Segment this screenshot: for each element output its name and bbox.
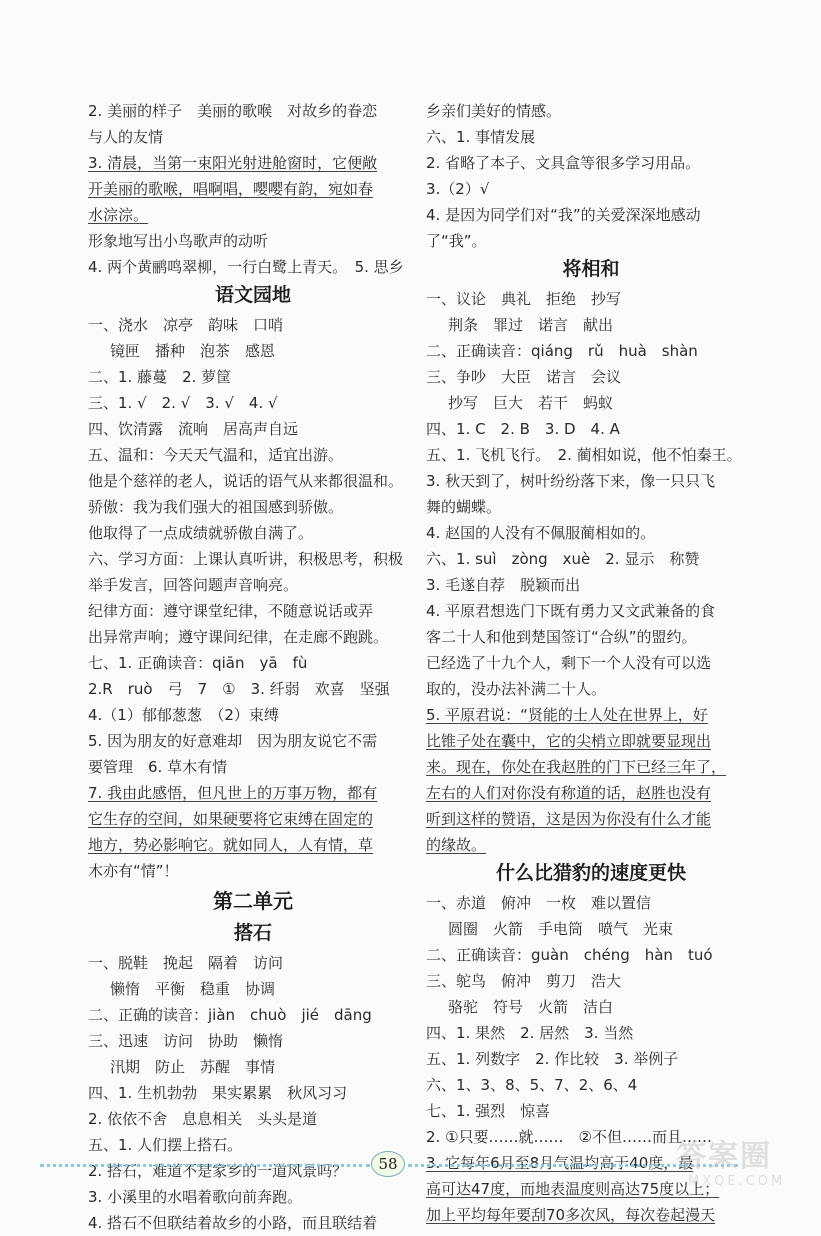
answer-line: 二、正确的读音：jiàn chuò jié dāng [88, 1006, 372, 1024]
answer-line: 来。现在，你处在我赵胜的门下已经三年了， [426, 758, 727, 776]
left-column [88, 98, 418, 1236]
answer-line: 3.（2）√ [426, 180, 490, 198]
answer-line: 听到这样的赞语，这是因为你没有什么才能 [426, 810, 712, 828]
answer-line: 一、议论 典礼 拒绝 抄写 [426, 290, 622, 308]
answer-line: 2. 美丽的样子 美丽的歌喉 对故乡的眷恋 [88, 102, 378, 120]
answer-line: 一、赤道 俯冲 一枚 难以置信 [426, 894, 652, 912]
answer-line: 荆条 罪过 诺言 献出 [448, 316, 614, 334]
answer-line: 2.R ruò 弓 7 ① 3. 纤弱 欢喜 坚强 [88, 680, 390, 698]
answer-line: 的缘故。 [426, 836, 487, 854]
answer-line: 了“我”。 [426, 232, 487, 250]
answer-line: 木亦有“情”！ [88, 862, 179, 880]
answer-line: 汛期 防止 苏醒 事情 [110, 1058, 276, 1076]
answer-line: 舞的蝴蝶。 [426, 498, 502, 516]
answer-line: 他是个慈祥的老人，说话的语气从来都很温和。 [88, 472, 404, 490]
answer-line: 三、争吵 大臣 诺言 会议 [426, 368, 622, 386]
page-number: 58 [371, 1151, 405, 1177]
answer-line: 四、1. 果然 2. 居然 3. 当然 [426, 1024, 634, 1042]
answer-line: 4. 赵国的人没有不佩服蔺相如的。 [426, 524, 656, 542]
answer-line: 4. 搭石不但联结着故乡的小路，而且联结着 [88, 1214, 378, 1232]
answer-line: 六、1. suì zòng xuè 2. 显示 称赞 [426, 550, 700, 568]
answer-line: 地方，势必影响它。就如同人，人有情，草 [88, 836, 374, 854]
answer-line: 二、1. 藤蔓 2. 萝筐 [88, 368, 232, 386]
answer-line: 4. 两个黄鹂鸣翠柳，一行白鹭上青天。 5. 思乡 [88, 258, 404, 276]
answer-line: 4.（1）郁郁葱葱 （2）束缚 [88, 706, 279, 724]
answer-line: 高可达47度，而地表温度则高达75度以上； [426, 1180, 720, 1198]
answer-line: 比锥子处在囊中，它的尖梢立即就要显现出 [426, 732, 712, 750]
answer-line: 3. 毛遂自荐 脱颖而出 [426, 576, 581, 594]
answer-line: 加上平均每年要刮70多次风，每次卷起漫天 [426, 1206, 716, 1224]
answer-line: 形象地写出小鸟歌声的动听 [88, 232, 269, 250]
answer-line: 4. 是因为同学们对“我”的关爱深深地感动 [426, 206, 701, 224]
answer-line: 开美丽的歌喉，唱啊唱，嘤嘤有韵，宛如春 [88, 180, 374, 198]
answer-line: 要管理 6. 草木有情 [88, 758, 228, 776]
answer-line: 已经选了十九个人，剩下一个人没有可以选 [426, 654, 712, 672]
answer-line: 骄傲：我为我们强大的祖国感到骄傲。 [88, 498, 344, 516]
answer-line: 五、1. 飞机飞行。 2. 蔺相如说，他不怕秦王。 [426, 446, 742, 464]
answer-line: 出异常声响；遵守课间纪律，在走廊不跑跳。 [88, 628, 389, 646]
section-heading: 语文园地 [214, 284, 291, 306]
answer-line: 3. 它每年6月至8月气温均高于40度，最 [426, 1154, 694, 1172]
answer-line: 2. 搭石，难道不是家乡的一道风景吗？ [88, 1162, 348, 1180]
answer-line: 客二十人和他到楚国签订“合纵”的盟约。 [426, 628, 697, 646]
right-column [426, 98, 756, 1228]
answer-line: 2. 依依不舍 息息相关 头头是道 [88, 1110, 318, 1128]
answer-line: 3. 小溪里的水唱着歌向前奔跑。 [88, 1188, 303, 1206]
answer-line: 它生存的空间，如果硬要将它束缚在固定的 [88, 810, 374, 828]
answer-line: 二、正确读音：guàn chéng hàn tuó [426, 946, 713, 964]
section-heading: 第二单元 [213, 889, 293, 913]
answer-line: 二、正确读音：qiáng rǔ huà shàn [426, 342, 698, 360]
section-heading: 搭石 [233, 922, 272, 944]
answer-line: 三、1. √ 2. √ 3. √ 4. √ [88, 394, 278, 412]
answer-line: 五、1. 人们摆上搭石。 [88, 1136, 243, 1154]
answer-line: 懒惰 平衡 稳重 协调 [110, 980, 276, 998]
answer-line: 骆驼 符号 火箭 洁白 [448, 998, 614, 1016]
answer-line: 2. ①只要……就…… ②不但……而且…… [426, 1128, 712, 1146]
answer-line: 举手发言，回答问题声音响亮。 [88, 576, 299, 594]
answer-line: 与人的友情 [88, 128, 164, 146]
section-heading: 将相和 [562, 258, 620, 280]
answer-line: 七、1. 强烈 惊喜 [426, 1102, 551, 1120]
answer-line: 纪律方面：遵守课堂纪律，不随意说话或弄 [88, 602, 374, 620]
answer-line: 乡亲们美好的情感。 [426, 102, 562, 120]
answer-line: 镜匣 播种 泡茶 感恩 [110, 342, 276, 360]
answer-line: 他取得了一点成绩就骄傲自满了。 [88, 524, 314, 542]
answer-line: 三、迅速 访问 协助 懒惰 [88, 1032, 284, 1050]
answer-line: 抄写 巨大 若干 蚂蚁 [448, 394, 614, 412]
answer-line: 六、1. 事情发展 [426, 128, 536, 146]
answer-line: 六、学习方面：上课认真听讲，积极思考，积极 [88, 550, 404, 568]
answer-line: 六、1、3、8、5、7、2、6、4 [426, 1076, 638, 1094]
answer-line: 七、1. 正确读音：qiān yā fù [88, 654, 308, 672]
answer-line: 四、1. C 2. B 3. D 4. A [426, 420, 620, 438]
answer-line: 四、饮清露 流响 居高声自远 [88, 420, 299, 438]
answer-line: 3. 秋天到了，树叶纷纷落下来，像一只只飞 [426, 472, 716, 490]
footer-dotted-line-left [40, 1164, 370, 1167]
watermark-logo [676, 1140, 816, 1196]
answer-line: 圆圈 火箭 手电筒 喷气 光束 [448, 920, 674, 938]
answer-line: 2. 省略了本子、文具盒等很多学习用品。 [426, 154, 701, 172]
answer-line: 五、1. 列数字 2. 作比较 3. 举例子 [426, 1050, 679, 1068]
watermark-top: 答案圈 [676, 1139, 772, 1174]
section-heading: 什么比猎豹的速度更快 [495, 862, 686, 884]
answer-line: 左右的人们对你没有称道的话，赵胜也没有 [426, 784, 712, 802]
answer-line: 一、浇水 凉亭 韵味 口哨 [88, 316, 284, 334]
answer-line: 5. 因为朋友的好意难却 因为朋友说它不需 [88, 732, 378, 750]
answer-line: 7. 我由此感悟，但凡世上的万事万物，都有 [88, 784, 378, 802]
answer-line: 五、温和：今天天气温和，适宜出游。 [88, 446, 344, 464]
answer-line: 4. 平原君想选门下既有勇力又文武兼备的食 [426, 602, 716, 620]
answer-line: 3. 清晨，当第一束阳光射进舱窗时，它便敞 [88, 154, 378, 172]
watermark-bottom: MXQE.COM [688, 1174, 786, 1189]
answer-line: 四、1. 生机勃勃 果实累累 秋风习习 [88, 1084, 348, 1102]
answer-line: 5. 平原君说：“贤能的士人处在世界上，好 [426, 706, 708, 724]
answer-line: 三、鸵鸟 俯冲 剪刀 浩大 [426, 972, 622, 990]
answer-line: 取的，没办法补满二十人。 [426, 680, 607, 698]
answer-line: 一、脱鞋 挽起 隔着 访问 [88, 954, 284, 972]
answer-line: 水淙淙。 [88, 206, 149, 224]
